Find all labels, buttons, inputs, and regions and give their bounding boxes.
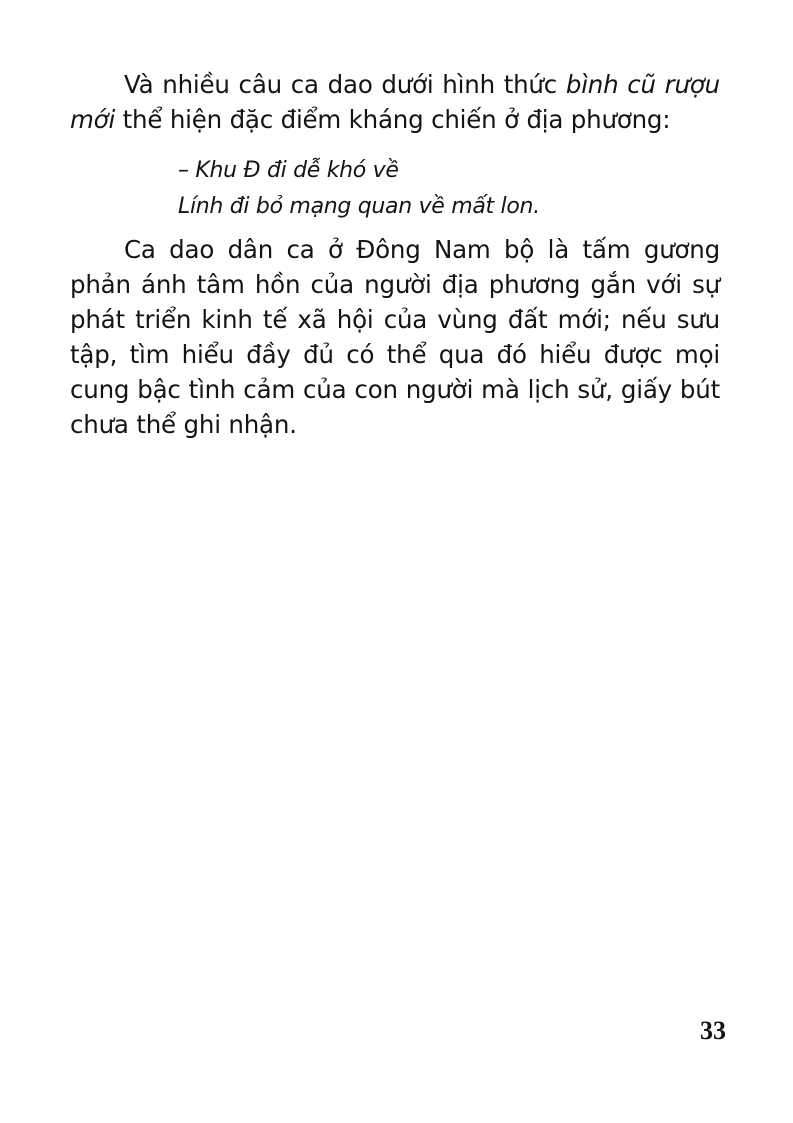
paragraph-intro-tail: thể hiện đặc điểm kháng chiến ở địa phương: — [115, 105, 671, 134]
emphasis-phrase: bình cũ rượu mới — [70, 70, 720, 134]
paragraph-intro-lead: Và nhiều câu ca dao dưới hình thức — [124, 70, 566, 99]
verse-line-2: Lính đi bỏ mạng quan về mất lon. — [178, 194, 540, 219]
page-number: 33 — [700, 1016, 726, 1045]
paragraph-intro — [70, 67, 720, 137]
paragraph-body: Ca dao dân ca ở Đông Nam bộ là tấm gương phản ánh tâm hồn của người địa phương gắn với sự phát triển kinh tế xã hội của vùng đất mới; nếu sưu tập, tìm hiểu đầy đủ có thể qua đó hiểu được mọi cung bậc tình cảm của con người mà lịch sử, giấy bút chưa thể ghi nhận. — [70, 235, 720, 439]
verse-line-1: – Khu Đ đi dễ khó về — [178, 158, 399, 183]
